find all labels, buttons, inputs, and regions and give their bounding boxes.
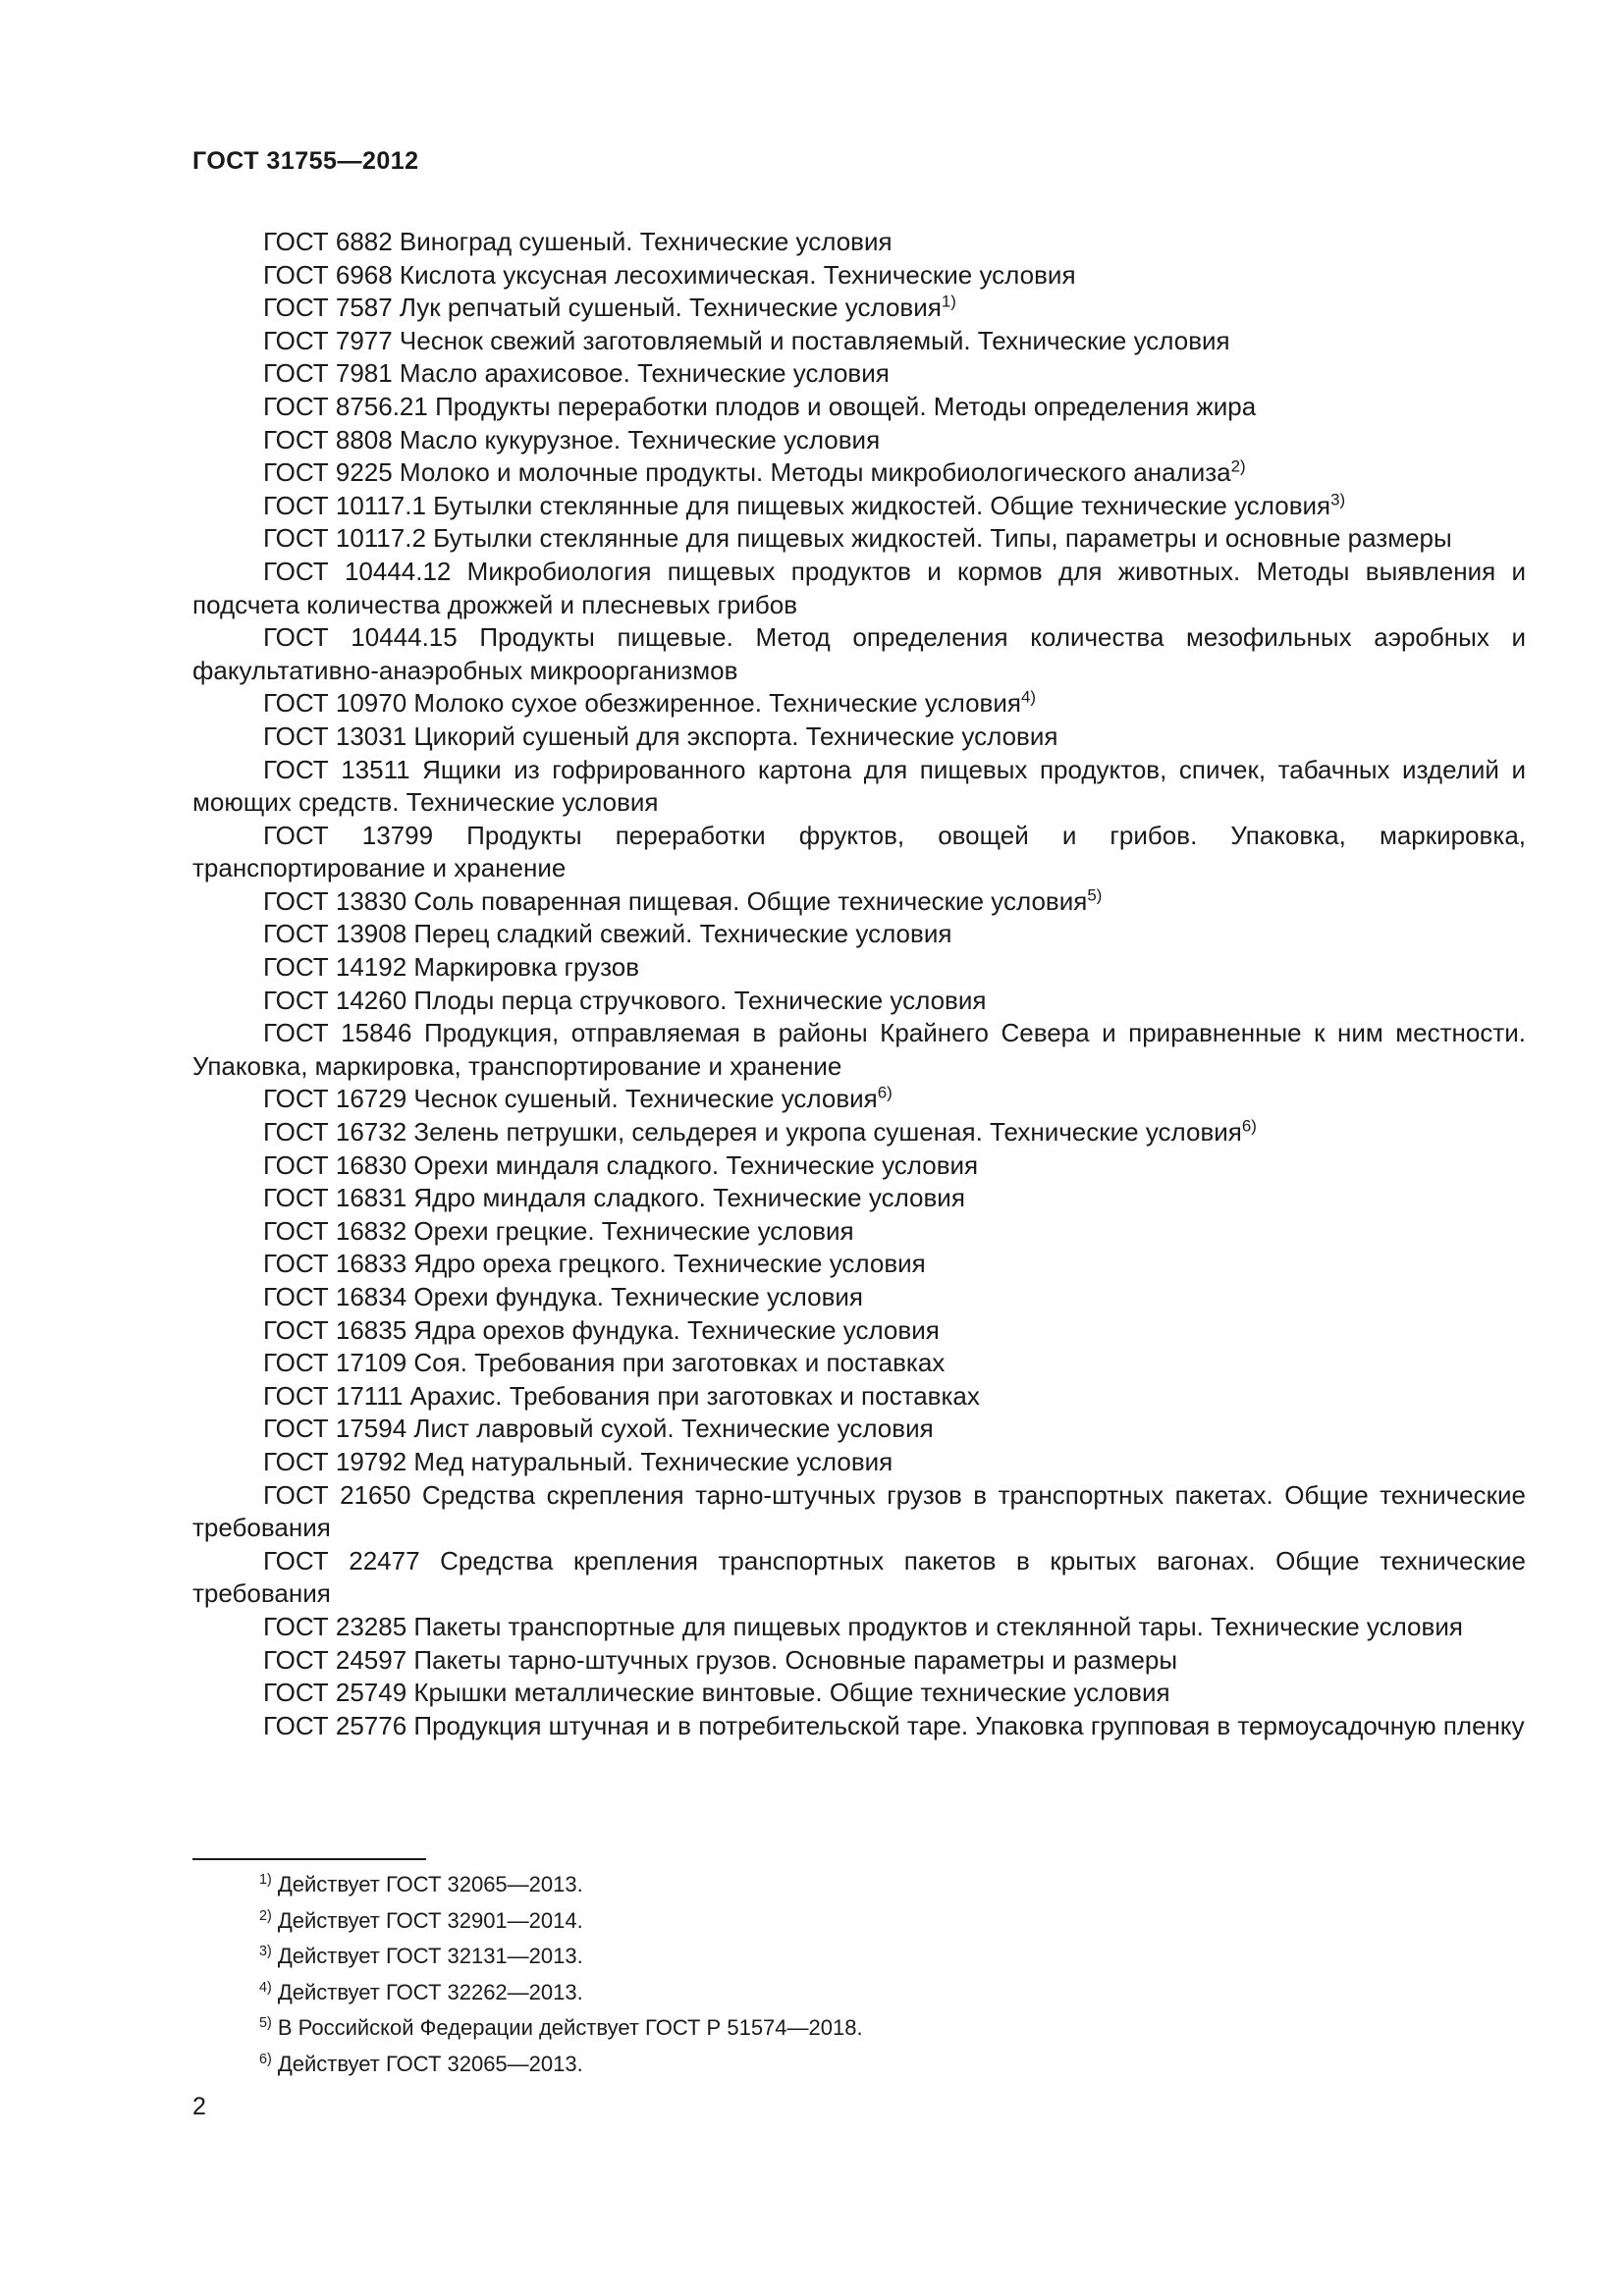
- reference-text: ГОСТ 6882 Виноград сушеный. Технические условия: [263, 227, 893, 256]
- reference-item: [192, 490, 1526, 523]
- running-header-doc-code: ГОСТ 31755—2012: [192, 147, 419, 175]
- reference-item: [192, 985, 1526, 1018]
- reference-item: [192, 1479, 1526, 1545]
- reference-text: ГОСТ 25776 Продукция штучная и в потребительской таре. Упаковка групповая в термоусадочную пленку: [263, 1710, 1525, 1740]
- page-number: 2: [192, 2093, 206, 2120]
- footnote-marker: 2): [1230, 456, 1246, 476]
- reference-item: [192, 1413, 1526, 1446]
- footnote-mark: 5): [259, 2015, 272, 2032]
- footnote-item: [259, 1975, 863, 2011]
- normative-references-list: [192, 226, 1526, 1742]
- reference-item: [192, 1446, 1526, 1479]
- footnote-marker: 6): [1241, 1116, 1257, 1136]
- reference-text: ГОСТ 7977 Чеснок свежий заготовляемый и поставляемый. Технические условия: [263, 325, 1230, 355]
- reference-text: ГОСТ 10117.1 Бутылки стеклянные для пищевых жидкостей. Общие технические условия: [263, 490, 1331, 520]
- footnote-marker: 6): [877, 1084, 893, 1103]
- reference-text: ГОСТ 17594 Лист лавровый сухой. Технические условия: [263, 1414, 934, 1444]
- footnote-mark: 2): [259, 1907, 272, 1924]
- reference-text: ГОСТ 16729 Чеснок сушеный. Технические условия: [263, 1084, 878, 1114]
- reference-item: [192, 1083, 1526, 1116]
- footnote-marker: 3): [1330, 490, 1346, 509]
- reference-text: ГОСТ 14260 Плоды перца стручкового. Технические условия: [263, 985, 987, 1015]
- reference-text: ГОСТ 16835 Ядра орехов фундука. Технические условия: [263, 1314, 940, 1345]
- reference-text: ГОСТ 16832 Орехи грецкие. Технические условия: [263, 1215, 854, 1246]
- reference-item: [192, 754, 1526, 820]
- footnote-text: Действует ГОСТ 32131—2013.: [277, 1944, 583, 1968]
- reference-item: [192, 357, 1526, 391]
- reference-item: [192, 292, 1526, 325]
- reference-item: [192, 522, 1526, 556]
- reference-text: ГОСТ 21650 Средства скрепления тарно-штучных грузов в транспортных пакетах. Общие технические требования: [192, 1479, 1526, 1543]
- footnote-item: [259, 2010, 863, 2047]
- reference-text: ГОСТ 13908 Перец сладкий свежий. Технические условия: [263, 919, 952, 949]
- reference-item: [192, 1644, 1526, 1678]
- reference-text: ГОСТ 6968 Кислота уксусная лесохимическая. Технические условия: [263, 259, 1076, 290]
- reference-item: [192, 226, 1526, 259]
- footnote-text: Действует ГОСТ 32262—2013.: [277, 1979, 583, 2004]
- reference-item: [192, 885, 1526, 919]
- reference-text: ГОСТ 15846 Продукция, отправляемая в районы Крайнего Севера и приравненные к ним местности. Упаковка, маркировка, транспортирование и хранение: [192, 1018, 1526, 1081]
- reference-text: ГОСТ 13511 Ящики из гофрированного картона для пищевых продуктов, спичек, табачных изделий и моющих средств. Технические условия: [192, 754, 1526, 818]
- reference-text: ГОСТ 24597 Пакеты тарно-штучных грузов. Основные параметры и размеры: [263, 1644, 1178, 1675]
- reference-text: ГОСТ 13031 Цикорий сушеный для экспорта. Технические условия: [263, 721, 1058, 751]
- reference-item: [192, 1380, 1526, 1414]
- reference-item: [192, 721, 1526, 754]
- footnote-item: [259, 2047, 863, 2083]
- reference-item: [192, 687, 1526, 721]
- reference-text: ГОСТ 7981 Масло арахисовое. Технические условия: [263, 358, 890, 389]
- reference-text: ГОСТ 16834 Орехи фундука. Технические условия: [263, 1282, 864, 1311]
- footnote-marker: 5): [1087, 885, 1103, 905]
- reference-text: ГОСТ 16833 Ядро ореха грецкого. Технические условия: [263, 1249, 926, 1279]
- reference-item: [192, 1182, 1526, 1215]
- reference-item: [192, 1710, 1526, 1743]
- footnote-text: Действует ГОСТ 32065—2013.: [277, 2051, 583, 2076]
- reference-text: ГОСТ 25749 Крышки металлические винтовые. Общие технические условия: [263, 1678, 1170, 1708]
- footnote-mark: 3): [259, 1944, 272, 1960]
- reference-item: [192, 1677, 1526, 1710]
- footnotes-list: [259, 1867, 863, 2082]
- reference-item: [192, 391, 1526, 424]
- reference-item: [192, 1545, 1526, 1611]
- reference-text: ГОСТ 19792 Мед натуральный. Технические условия: [263, 1446, 893, 1476]
- reference-item: [192, 918, 1526, 951]
- footnote-text: Действует ГОСТ 32901—2014.: [277, 1907, 583, 1933]
- reference-text: ГОСТ 16830 Орехи миндаля сладкого. Технические условия: [263, 1149, 979, 1180]
- reference-text: ГОСТ 10117.2 Бутылки стеклянные для пищевых жидкостей. Типы, параметры и основные размеры: [263, 523, 1452, 554]
- reference-item: [192, 1281, 1526, 1314]
- reference-item: [192, 621, 1526, 687]
- reference-text: ГОСТ 10444.15 Продукты пищевые. Метод определения количества мезофильных аэробных и факультативно-анаэробных микроорганизмов: [192, 622, 1526, 685]
- reference-text: ГОСТ 17111 Арахис. Требования при заготовках и поставках: [263, 1380, 980, 1411]
- reference-item: [192, 1215, 1526, 1249]
- reference-item: [192, 456, 1526, 490]
- reference-text: ГОСТ 8808 Масло кукурузное. Технические условия: [263, 424, 881, 454]
- reference-text: ГОСТ 10970 Молоко сухое обезжиренное. Технические условия: [263, 688, 1021, 719]
- reference-item: [192, 1248, 1526, 1281]
- reference-item: [192, 556, 1526, 621]
- footnote-item: [259, 1939, 863, 1975]
- reference-text: ГОСТ 23285 Пакеты транспортные для пищевых продуктов и стеклянной тары. Технические условия: [263, 1611, 1463, 1641]
- reference-item: [192, 1116, 1526, 1149]
- reference-text: ГОСТ 14192 Маркировка грузов: [263, 952, 640, 983]
- footnote-item: [259, 1867, 863, 1903]
- reference-item: [192, 259, 1526, 293]
- reference-item: [192, 1347, 1526, 1380]
- reference-item: [192, 1149, 1526, 1183]
- reference-item: [192, 325, 1526, 358]
- reference-item: [192, 820, 1526, 885]
- reference-text: ГОСТ 9225 Молоко и молочные продукты. Методы микробиологического анализа: [263, 457, 1231, 488]
- reference-text: ГОСТ 16732 Зелень петрушки, сельдерея и укропа сушеная. Технические условия: [263, 1117, 1242, 1148]
- footnote-text: В Российской Федерации действует ГОСТ Р 51574—2018.: [277, 2015, 863, 2040]
- reference-text: ГОСТ 22477 Средства крепления транспортных пакетов в крытых вагонах. Общие технические требования: [192, 1545, 1526, 1609]
- reference-text: ГОСТ 17109 Соя. Требования при заготовках и поставках: [263, 1348, 946, 1378]
- reference-text: ГОСТ 13830 Соль поваренная пищевая. Общие технические условия: [263, 885, 1088, 916]
- reference-item: [192, 1017, 1526, 1083]
- reference-item: [192, 1314, 1526, 1348]
- reference-text: ГОСТ 16831 Ядро миндаля сладкого. Технические условия: [263, 1183, 965, 1213]
- footnote-mark: 6): [259, 2051, 272, 2067]
- reference-item: [192, 424, 1526, 457]
- footnote-mark: 1): [259, 1872, 272, 1889]
- reference-text: ГОСТ 7587 Лук репчатый сушеный. Технические условия: [263, 293, 942, 323]
- footnote-text: Действует ГОСТ 32065—2013.: [277, 1872, 583, 1896]
- footnote-marker: 1): [941, 292, 956, 311]
- reference-item: [192, 951, 1526, 985]
- footnote-marker: 4): [1020, 688, 1036, 708]
- footnote-mark: 4): [259, 1979, 272, 1996]
- reference-item: [192, 1611, 1526, 1644]
- footnote-separator: [192, 1858, 426, 1860]
- footnote-item: [259, 1903, 863, 1940]
- reference-text: ГОСТ 10444.12 Микробиология пищевых продуктов и кормов для животных. Методы выявления и подсчета количества дрожжей и плесневых грибов: [192, 556, 1526, 619]
- reference-text: ГОСТ 8756.21 Продукты переработки плодов и овощей. Методы определения жира: [263, 391, 1257, 421]
- reference-text: ГОСТ 13799 Продукты переработки фруктов, овощей и грибов. Упаковка, маркировка, транспортирование и хранение: [192, 820, 1526, 883]
